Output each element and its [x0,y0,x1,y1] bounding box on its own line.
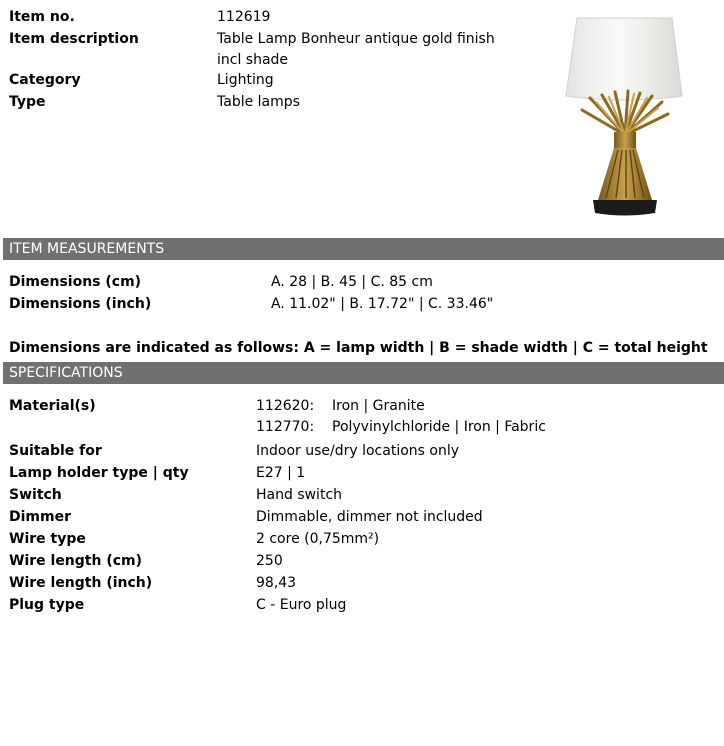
spec-label-wire-length-cm: Wire length (cm) [9,553,143,569]
spec-value-suitable-for: Indoor use/dry locations only [256,443,460,459]
material-code: 112770: [256,419,315,435]
spec-value-wire-length-cm: 250 [256,553,283,569]
specifications-section-header: SPECIFICATIONS [3,362,724,384]
item-description-label: Item description [9,31,139,47]
materials-label: Material(s) [9,398,96,414]
category-label: Category [9,72,81,88]
spec-value-dimmer: Dimmable, dimmer not included [256,509,483,525]
type-value: Table lamps [217,94,300,110]
dimensions-cm-value: A. 28 | B. 45 | C. 85 cm [271,274,433,290]
spec-label-wire-type: Wire type [9,531,86,547]
spec-value-wire-type: 2 core (0,75mm²) [256,531,380,547]
spec-value-lamp-holder: E27 | 1 [256,465,306,481]
material-value: Polyvinylchloride | Iron | Fabric [332,419,546,435]
item-no-value: 112619 [217,9,271,25]
spec-value-plug-type: C - Euro plug [256,597,347,613]
spec-label-dimmer: Dimmer [9,509,71,525]
spec-label-wire-length-inch: Wire length (inch) [9,575,153,591]
item-no-label: Item no. [9,9,75,25]
spec-label-switch: Switch [9,487,62,503]
dimensions-cm-label: Dimensions (cm) [9,274,142,290]
measurements-section-header: ITEM MEASUREMENTS [3,238,724,260]
spec-label-plug-type: Plug type [9,597,85,613]
spec-value-wire-length-inch: 98,43 [256,575,297,591]
dimensions-inch-label: Dimensions (inch) [9,296,152,312]
spec-label-lamp-holder: Lamp holder type | qty [9,465,189,481]
item-description-value: Table Lamp Bonheur antique gold finish incl shade [217,31,495,68]
type-label: Type [9,94,46,110]
product-image [550,10,700,220]
dimensions-inch-value: A. 11.02" | B. 17.72" | C. 33.46" [271,296,494,312]
category-value: Lighting [217,72,274,88]
material-value: Iron | Granite [332,398,425,414]
dimensions-note: Dimensions are indicated as follows: A = lamp width | B = shade width | C = total height [9,340,708,356]
spec-label-suitable-for: Suitable for [9,443,102,459]
material-code: 112620: [256,398,315,414]
spec-value-switch: Hand switch [256,487,343,503]
